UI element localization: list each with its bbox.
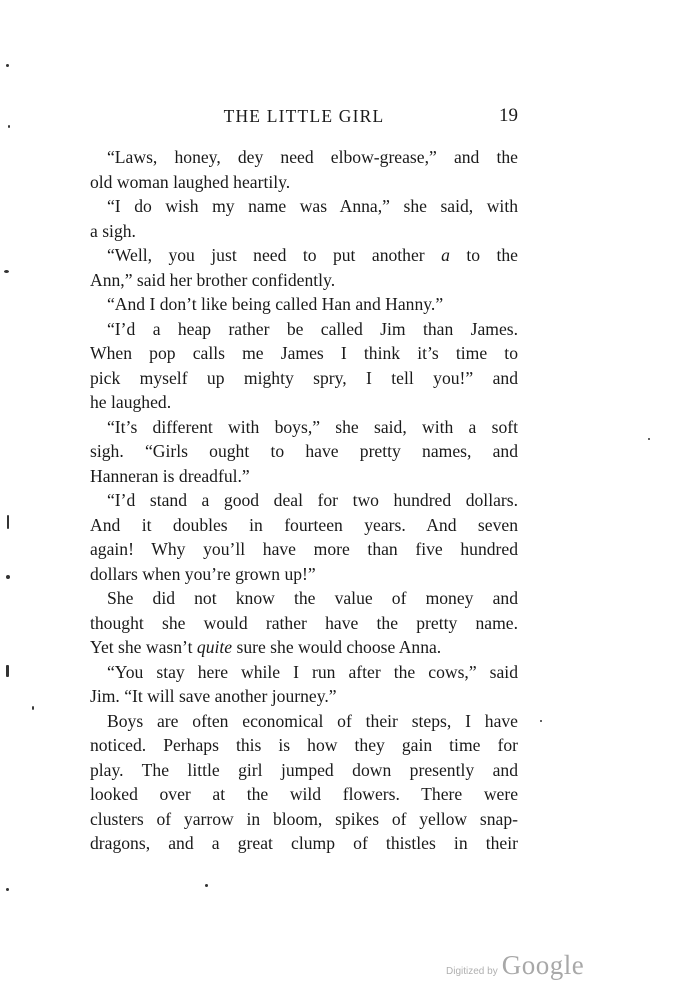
scan-speck [6,665,9,677]
text-segment: Yet she wasn’t [90,637,197,657]
italic-text: quite [196,637,233,657]
text-segment: clusters of yarrow in bloom, spikes of yellow snap- [90,808,518,829]
scan-speck [6,575,10,579]
text-segment: again! Why you’ll have more than five hundred [90,539,518,559]
text-line [90,562,518,587]
text-line [90,758,518,783]
text-segment: Jim. “It will save another journey.” [90,686,337,706]
text-line [90,684,518,709]
text-segment: looked over at the wild flowers. There were [90,784,518,804]
text-segment: “I’d stand a good deal for two hundred dollars. [107,490,518,510]
text-segment: a sigh. [90,220,136,241]
text-line [90,611,518,636]
text-line [90,537,518,562]
scan-speck [540,720,542,722]
text-line [90,733,518,758]
text-line [90,464,518,489]
text-segment: She did not know the value of money and [107,588,518,608]
italic-text: a [441,245,450,265]
page-number: 19 [499,105,518,126]
scan-speck [7,515,9,529]
text-line [90,317,518,342]
text-segment: “It’s different with boys,” she said, with a soft [107,416,518,437]
text-segment: sigh. “Girls ought to have pretty names, and [90,441,518,461]
text-line [90,807,518,832]
text-line [90,292,518,317]
text-segment: he laughed. [90,392,172,412]
text-line [90,782,518,807]
text-line [90,415,518,440]
text-segment: dollars when you’re grown up!” [90,563,316,584]
text-segment: to the [449,245,518,265]
text-segment: “I’d a heap rather be called Jim than James. [107,318,518,339]
text-line [90,513,518,538]
text-segment: “You stay here while I run after the cows,” said [107,661,518,682]
scan-speck [648,438,650,440]
text-segment: sure she would choose Anna. [232,637,442,657]
text-segment: And it doubles in fourteen years. And seven [90,514,518,535]
text-line [90,390,518,415]
text-segment: old woman laughed heartily. [90,171,291,192]
text-segment: Boys are often economical of their steps, I have [107,710,518,731]
text-segment: When pop calls me James I think it’s time to [90,343,518,363]
text-line [90,831,518,856]
text-segment: Ann,” said her brother confidently. [90,269,336,290]
scan-speck [4,270,9,273]
text-segment: pick myself up mighty spry, I tell you!” and [90,367,518,388]
text-segment: “And I don’t like being called Han and Hanny.” [107,294,444,314]
text-segment: Hanneran is dreadful.” [90,465,250,486]
text-line [90,194,518,219]
digitized-by-google-watermark [446,950,584,984]
text-line [90,660,518,685]
scan-speck [8,125,10,128]
scan-speck [6,888,9,891]
scan-speck [205,884,208,887]
text-segment: dragons, and a great clump of thistles in their [90,833,518,853]
text-segment: “Well, you just need to put another [107,245,442,265]
google-logo: Google [501,950,585,980]
text-segment: noticed. Perhaps this is how they gain time for [90,735,518,755]
text-line [90,635,518,660]
text-segment: “Laws, honey, dey need elbow-grease,” and the [107,147,518,167]
text-line [90,219,518,244]
body-text [90,145,518,856]
text-line [90,488,518,513]
text-line [90,243,518,268]
text-line [90,366,518,391]
scan-speck [32,706,34,710]
text-line [90,341,518,366]
text-segment: “I do wish my name was Anna,” she said, with [107,196,518,216]
text-line [90,709,518,734]
text-line [90,586,518,611]
watermark-prefix: Digitized by [446,966,498,977]
text-line [90,268,518,293]
running-head [90,101,518,131]
scan-speck [6,64,9,67]
running-title: THE LITTLE GIRL [223,106,385,126]
text-segment: play. The little girl jumped down presently and [90,759,518,780]
text-line [90,170,518,195]
text-line [90,439,518,464]
text-segment: thought she would rather have the pretty name. [90,612,518,633]
text-line [90,145,518,170]
